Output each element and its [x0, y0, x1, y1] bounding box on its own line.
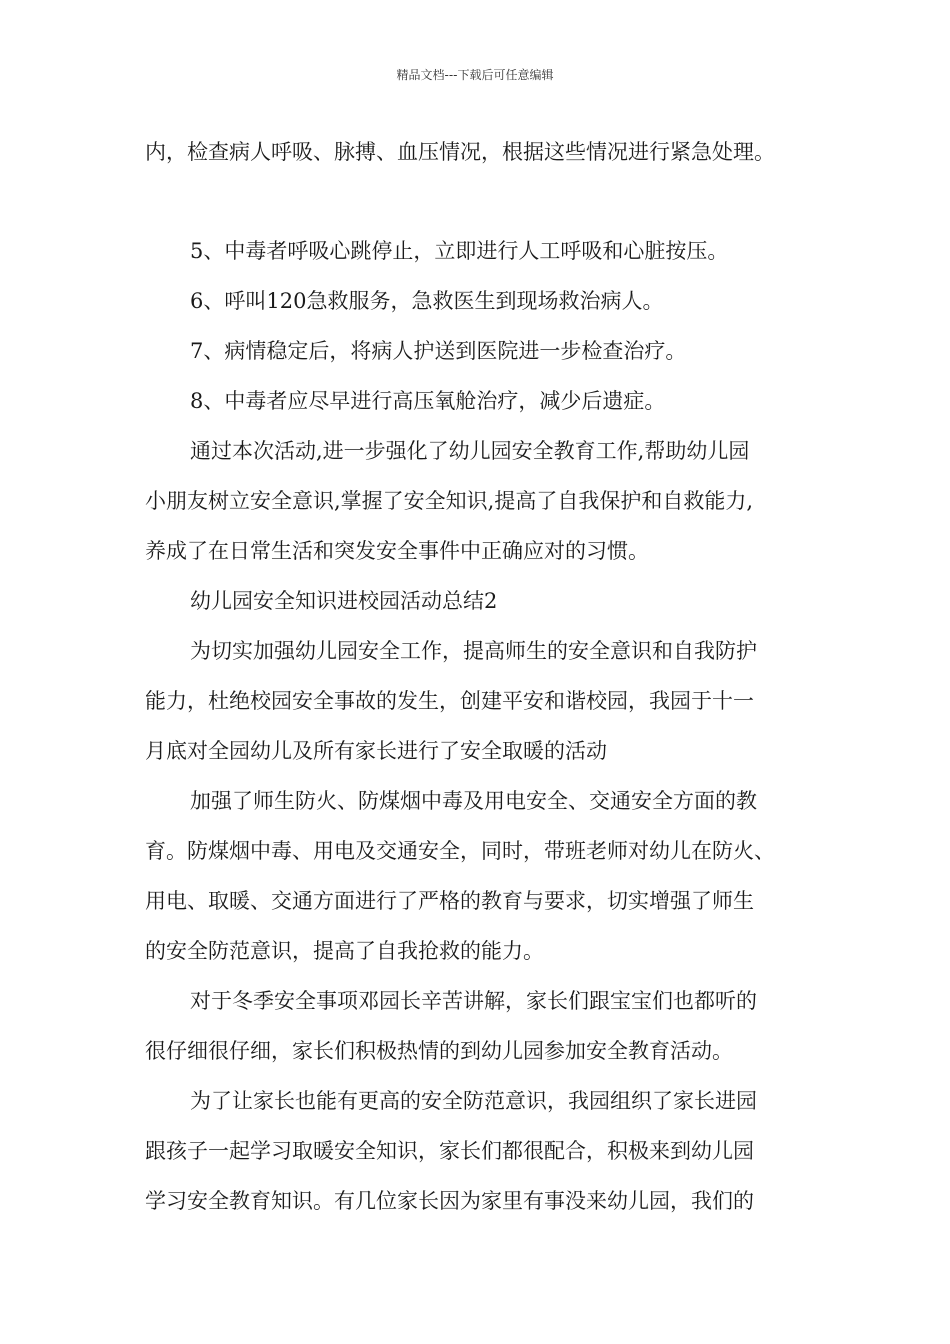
paragraph-line: 通过本次活动,进一步强化了幼儿园安全教育工作,帮助幼儿园: [190, 439, 750, 463]
paragraph-line: 为了让家长也能有更高的安全防范意识，我园组织了家长进园: [190, 1089, 757, 1113]
paragraph-line: 跟孩子一起学习取暖安全知识，家长们都很配合，积极来到幼儿园: [145, 1139, 754, 1163]
paragraph-line: 对于冬季安全事项邓园长辛苦讲解，家长们跟宝宝们也都听的: [190, 989, 757, 1013]
paragraph-line: 学习安全教育知识。有几位家长因为家里有事没来幼儿园，我们的: [145, 1189, 754, 1213]
paragraph-line: 很仔细很仔细，家长们积极热情的到幼儿园参加安全教育活动。: [145, 1039, 733, 1063]
paragraph-line: 育。防煤烟中毒、用电及交通安全，同时，带班老师对幼儿在防火、: [145, 839, 775, 863]
paragraph-line: 为切实加强幼儿园安全工作，提高师生的安全意识和自我防护: [190, 639, 757, 663]
page-header: 精品文档---下载后可任意编辑: [396, 68, 554, 82]
list-item: 7、病情稳定后，将病人护送到医院进一步检查治疗。: [190, 339, 687, 363]
section-title: 幼儿园安全知识进校园活动总结2: [190, 589, 498, 613]
paragraph-line: 养成了在日常生活和突发安全事件中正确应对的习惯。: [145, 539, 649, 563]
list-item: 6、呼叫120急救服务，急救医生到现场救治病人。: [190, 289, 664, 313]
paragraph-line: 小朋友树立安全意识,掌握了安全知识,提高了自我保护和自救能力,: [145, 489, 754, 513]
list-item: 8、中毒者应尽早进行高压氧舱治疗，减少后遗症。: [190, 389, 666, 413]
paragraph-line: 内，检查病人呼吸、脉搏、血压情况，根据这些情况进行紧急处理。: [145, 140, 775, 164]
list-item: 5、中毒者呼吸心跳停止，立即进行人工呼吸和心脏按压。: [190, 239, 729, 263]
paragraph-line: 的安全防范意识，提高了自我抢救的能力。: [145, 939, 544, 963]
paragraph-line: 能力，杜绝校园安全事故的发生，创建平安和谐校园，我园于十一: [145, 689, 754, 713]
paragraph-line: 月底对全园幼儿及所有家长进行了安全取暖的活动: [145, 739, 607, 763]
paragraph-line: 加强了师生防火、防煤烟中毒及用电安全、交通安全方面的教: [190, 789, 757, 813]
paragraph-line: 用电、取暖、交通方面进行了严格的教育与要求，切实增强了师生: [145, 889, 754, 913]
